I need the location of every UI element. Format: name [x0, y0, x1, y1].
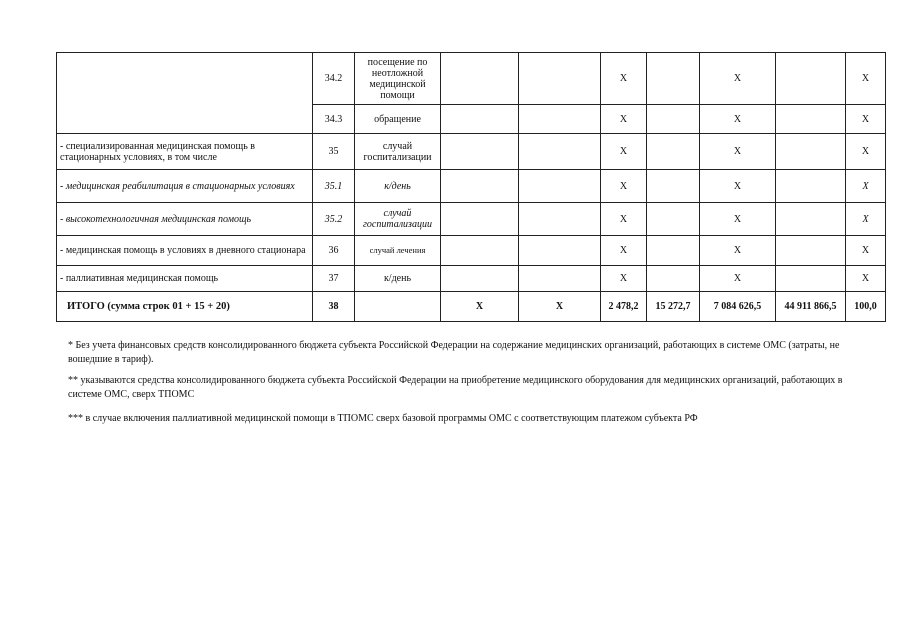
x-mark: X	[601, 53, 647, 105]
x-mark: X	[700, 203, 776, 236]
table-row	[57, 134, 886, 170]
footnote-2: ** указываются средства консолидированного бюджета субъекта Российской Федерации на приобретение медицинского оборудования для медицинских организаций, работающих в системе ОМС, сверх ТПОМС	[68, 375, 843, 400]
row-name: - паллиативная медицинская помощь	[57, 266, 313, 292]
row-unit: обращение	[355, 105, 441, 134]
x-mark: X	[601, 105, 647, 134]
total-code: 38	[313, 292, 355, 322]
total-value: 100,0	[846, 292, 886, 322]
x-mark: X	[700, 134, 776, 170]
row-name: - медицинская реабилитация в стационарных условиях	[57, 170, 313, 203]
row-code: 35.1	[313, 170, 355, 203]
row-code: 35.2	[313, 203, 355, 236]
total-value: 7 084 626,5	[700, 292, 776, 322]
row-name: - специализированная медицинская помощь в стационарных условиях, в том числе	[57, 134, 313, 170]
total-label: ИТОГО (сумма строк 01 + 15 + 20)	[57, 292, 313, 322]
table-row	[57, 236, 886, 266]
x-mark: X	[846, 105, 886, 134]
total-value: 44 911 866,5	[776, 292, 846, 322]
x-mark: X	[601, 134, 647, 170]
footnote-3: *** в случае включения паллиативной медицинской помощи в ТПОМС сверх базовой программы ОМС с соответствующим платежом субъекта РФ	[68, 413, 698, 424]
footnote-1: * Без учета финансовых средств консолидированного бюджета субъекта Российской Федерации на содержание медицинских организаций, работающих в системе ОМС (затраты, не вошедшие в тариф).	[68, 340, 840, 365]
row-code: 34.2	[313, 53, 355, 105]
x-mark: X	[846, 53, 886, 105]
table-row	[57, 53, 886, 105]
row-code: 34.3	[313, 105, 355, 134]
x-mark: X	[441, 292, 519, 322]
x-mark: X	[846, 266, 886, 292]
x-mark: X	[519, 292, 601, 322]
x-mark: X	[700, 105, 776, 134]
total-value: 2 478,2	[601, 292, 647, 322]
x-mark: X	[700, 236, 776, 266]
row-unit: к/день	[355, 170, 441, 203]
row-code: 35	[313, 134, 355, 170]
row-code: 37	[313, 266, 355, 292]
x-mark: X	[601, 266, 647, 292]
row-unit: к/день	[355, 266, 441, 292]
row-name: - высокотехнологичная медицинская помощь	[57, 203, 313, 236]
row-unit: случай лечения	[355, 236, 441, 266]
table-row	[57, 266, 886, 292]
x-mark: X	[700, 53, 776, 105]
x-mark: X	[846, 203, 886, 236]
table-row	[57, 170, 886, 203]
x-mark: X	[700, 266, 776, 292]
row-unit: случай госпитализации	[355, 203, 441, 236]
x-mark: X	[601, 236, 647, 266]
row-name: - медицинская помощь в условиях в дневного стационара	[57, 236, 313, 266]
total-row	[57, 292, 886, 322]
financing-table	[56, 52, 886, 322]
row-unit: посещение по неотложной медицинской помощи	[355, 53, 441, 105]
total-value: 15 272,7	[647, 292, 700, 322]
x-mark: X	[846, 236, 886, 266]
x-mark: X	[601, 170, 647, 203]
x-mark: X	[846, 134, 886, 170]
row-name	[57, 53, 313, 134]
row-unit: случай госпитализации	[355, 134, 441, 170]
row-code: 36	[313, 236, 355, 266]
x-mark: X	[846, 170, 886, 203]
table-row	[57, 203, 886, 236]
x-mark: X	[601, 203, 647, 236]
x-mark: X	[700, 170, 776, 203]
